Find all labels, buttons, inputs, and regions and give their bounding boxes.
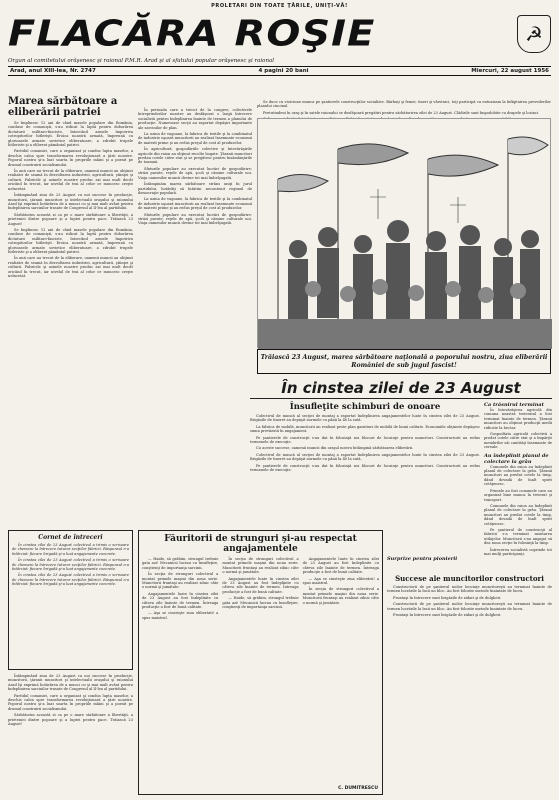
achievements-headline: Însufleţite schimburi de onoare bbox=[289, 402, 441, 412]
right-bottom-paragraph: Pe şantierul de construcţii al fabricii s-a terminat montarea utilajelor. Muncitorii s-au angajat să dea noua secţie în folosinţă la timp. bbox=[484, 527, 552, 546]
issue-pages-price: 4 pagini 20 bani bbox=[258, 68, 309, 74]
feature-paragraph: — Aşa se cinsteşte ziua eliberării! a spus maistrul. bbox=[302, 576, 379, 586]
lead-paragraph: În anii care au trecut de la eliberare, oamenii muncii au obţinut realizări de seamă în dezvoltarea industriei, agriculturii, ştiinţei şi culturii. Fabricile şi uzinele noastre produc azi mai mult decât oricând în trecut, iar nivelul de trai al celor ce muncesc creşte neîncetat. bbox=[8, 169, 133, 191]
grain-paragraph: Comunele din raion au îndeplinit planul de colectare la grâu. Ţăranii muncitori au predat cotele la timp, dând dovadă de înalt spirit cetăţenesc. bbox=[484, 503, 552, 526]
grain-paragraph: Comunele din raion au îndeplinit planul de colectare la grâu. Ţăranii muncitori au predat cotele la timp, dând dovadă de înalt spirit cetăţenesc. bbox=[484, 464, 552, 487]
feature-column bbox=[303, 557, 379, 622]
success-paragraph: Constructorii de pe şantierul noilor locuinţe muncitoreşti au terminat înainte de termen lucrările la încă un bloc. Au fost folosite metode înaintate de lucru. bbox=[387, 585, 552, 594]
grain-paragraph: Primele au fost comunele care au organizat bine munca la treierat şi transport. bbox=[484, 488, 552, 502]
lead-paragraph: Partidul comunist, care a organizat şi condus lupta maselor, a deschis calea spre transformarea revoluţionară a ţării noastre. Poporul nostru şi-a luat soarta în propriile mâini şi a pornit pe drumul construirii socialismului. bbox=[8, 693, 133, 711]
feature-column bbox=[222, 557, 298, 622]
issue-number: Arad, anul XIII-lea, Nr. 2747 bbox=[10, 68, 96, 74]
feature-paragraph: — Haide, să grăbim, strungul trebuie gata azi! Mecanicii lucrau cu însufleţire, conştienţi de importanţa sarcinii. bbox=[142, 557, 219, 570]
celebration-illustration bbox=[257, 118, 551, 348]
feature-paragraph: În secţia de strunguri colectivul a montat primele maşini din noua serie. Muncitorii fruntaşi au realizat zilnic câte o normă şi jumătate. bbox=[302, 587, 379, 605]
newspaper-title: FLACĂRA ROŞIE bbox=[8, 13, 376, 55]
feature-columns bbox=[142, 557, 379, 622]
lead-paragraph: Întâmpinând ziua de 23 August cu noi succese în producţie, muncitorii, ţăranii muncitori şi intelectualii oraşului şi raionului Arad îşi exprimă hotărârea de a munci cu şi mai mult avânt pentru îndeplinirea sarcinilor trasate de Congresul al II-lea al partidului. bbox=[8, 674, 133, 692]
section-banner: În cinstea zilei de 23 August bbox=[281, 379, 521, 397]
lead-continuation-body bbox=[8, 674, 133, 726]
middle-paragraph: Întâmpinăm marea sărbătoare strâns uniţi în jurul partidului, hotărâţi să întărim necontenit regimul de democraţie populară. bbox=[138, 182, 252, 195]
masthead-tagline: Organ al comitetului orăşenesc şi raional P.M.R. Arad şi al sfatului popular orăşenesc şi raional bbox=[8, 58, 275, 64]
lead-paragraph: Întâmpinând ziua de 23 August cu noi succese în producţie, muncitorii, ţăranii muncitori şi intelectualii oraşului şi raionului Arad îşi exprimă hotărârea de a munci cu şi mai mult avânt pentru îndeplinirea sarcinilor trasate de Congresul al II-lea al partidului. bbox=[8, 193, 133, 211]
achievements-paragraph: Colectivul de muncă al secţiei de montaj a raportat îndeplinirea angajamentelor luate în cinstea zilei de 23 August. Brigăzile de tineret au depăşit normele cu până la 40 la sută. bbox=[250, 414, 480, 423]
feature-paragraph: În secţia de strunguri colectivul a montat primele maşini din noua serie. Muncitorii fruntaşi au realizat zilnic câte o normă şi jumătate. bbox=[142, 572, 219, 590]
lead-paragraph: Se împlinesc 12 ani de când masele populare din România, conduse de comunişti, s-au ridicat la luptă pentru doborârea dictaturii militaro-fasciste, întorcând armele împotriva cotropitorilor hitlerişti. Eroica noastră armată, împreună cu glorioasele armate sovietice eliberatoare, a zdrobit trupele hitleriste şi a eliberat pământul patriei. bbox=[8, 227, 133, 254]
achievements-body bbox=[250, 414, 480, 472]
lead-body bbox=[8, 121, 133, 278]
feature-byline: C. DUMITRESCU bbox=[338, 786, 378, 791]
poem-text: În cinstea zilei de 23 August colectivul a trimis o scrisoare de chemare la întrecere tuturor secţiilor fabricii. Răspunsul n-a întârziat: fiecare brigadă şi-a luat angajamente concrete. bbox=[12, 573, 129, 587]
party-emblem-icon: ☭ bbox=[517, 15, 551, 53]
lead-article bbox=[8, 96, 133, 526]
right-top-paragraph: Se duce cu vioiciune munca pe şantierele construcţiilor socialiste. Bărbaţi şi femei, tineri şi vârstnici, toţi participă cu entuziasm la înfăptuirea prevederilor planului cincinal. bbox=[257, 100, 551, 109]
grain-body bbox=[484, 465, 552, 526]
feature-article bbox=[138, 530, 383, 795]
feature-paragraph: Angajamentele luate în cinstea zilei de 23 August au fost îndeplinite cu câteva zile înainte de termen. Întreaga producţie a fost de bună calitate. bbox=[142, 591, 219, 610]
lead-paragraph: În anii care au trecut de la eliberare, oamenii muncii au obţinut realizări de seamă în dezvoltarea industriei, agriculturii, ştiinţei şi culturii. Fabricile şi uzinele noastre produc azi mai mult decât oricând în trecut, iar nivelul de trai al celor ce muncesc creşte neîncetat. bbox=[8, 256, 133, 278]
right-bottom-body bbox=[484, 528, 552, 556]
lead-continuation bbox=[8, 674, 133, 796]
feature-headline: Făuritorii de strunguri şi-au respectat angajamentele bbox=[164, 534, 357, 554]
middle-paragraph: În agricultură, gospodăriile colective şi întovărăşirile agricole din raion au obţinut recolte bogate. Ţăranii muncitori predau cotele către stat şi se pregătesc pentru însămânţările de toamnă. bbox=[138, 147, 252, 165]
feature-paragraph: În secţia de strunguri colectivul a montat primele maşini din noua serie. Muncitorii fruntaşi au realizat zilnic câte o normă şi jumătate. bbox=[222, 557, 299, 575]
masthead bbox=[8, 11, 551, 57]
achievements-paragraph: Cu aceste succese, oamenii muncii din oraşul nostru întâmpină sărbătoarea eliberării. bbox=[256, 446, 414, 451]
issue-info-bar bbox=[8, 66, 551, 76]
achievements-paragraph: Colectivul de muncă al secţiei de montaj a raportat îndeplinirea angajamentelor luate în cinstea zilei de 23 August. Brigăzile de tineret au depăşit normele cu până la 40 la sută. bbox=[250, 452, 480, 462]
harvest-paragraph: Gospodăria agricolă colectivă a predat cotele către stat şi a împărţit membrilor săi cantităţi însemnate de cereale. bbox=[484, 432, 552, 450]
success-paragraph: Constructorii de pe şantierul noilor locuinţe muncitoreşti au terminat înainte de termen lucrările la încă un bloc. Au fost folosite metode înaintate de lucru. bbox=[387, 602, 552, 611]
success-body bbox=[387, 585, 552, 617]
right-bottom-paragraph: Întrecerea socialistă cuprinde tot mai mulţi participanţi. bbox=[484, 547, 552, 556]
middle-paragraph: În perioada care a trecut de la congres, colectivele întreprinderilor noastre au desfăşurat o largă întrecere socialistă pentru îndeplinirea înainte de termen a planului de producţie. Numeroase secţii au raportat depăşiri importante ale sarcinilor de plan. bbox=[138, 108, 252, 130]
success-headline: Succese ale muncitorilor constructori bbox=[395, 574, 544, 583]
success-article bbox=[387, 574, 552, 794]
achievements-paragraph: Pe şantierele de construcţii s-au dat în folosinţă noi blocuri de locuinţe pentru muncitori. Constructorii au redus termenele de execuţie. bbox=[250, 435, 480, 445]
grain-headline: Au îndeplinit planul de colectare la grâu bbox=[484, 452, 549, 465]
poem-box bbox=[8, 530, 133, 670]
success-paragraph: Fruntaşi în întrecere sunt brigăzile de zidari şi de dulgheri. bbox=[393, 595, 502, 600]
surprise-article bbox=[387, 556, 479, 568]
surprise-headline: Surprize pentru pionierii bbox=[387, 556, 458, 562]
crowd-with-flags-icon bbox=[258, 119, 552, 349]
lead-paragraph: Sărbătorim această zi ca pe o mare sărbătoare a libertăţii, a prieteniei dintre popoare şi a luptei pentru pace. Trăiască 23 August! bbox=[8, 212, 133, 226]
harvest-paragraph: În întovărăşirea agricolă din comuna noastră treieratul a fost terminat înainte de termen. Ţăranii muncitori au obţinut producţii medii ridicate la hectar. bbox=[484, 408, 552, 430]
harvest-body bbox=[484, 408, 552, 450]
poem-title: Cornet de întreceri bbox=[38, 534, 103, 541]
success-paragraph: Fruntaşi în întrecere sunt brigăzile de zidari şi de dulgheri. bbox=[393, 613, 502, 618]
feature-paragraph: Angajamentele luate în cinstea zilei de 23 August au fost îndeplinite cu câteva zile înainte de termen. Întreaga producţie a fost de bună calitate. bbox=[302, 557, 379, 575]
feature-paragraph: Angajamentele luate în cinstea zilei de 23 August au fost îndeplinite cu câteva zile înainte de termen. Întreaga producţie a fost de bună calitate. bbox=[222, 576, 299, 594]
lead-headline: Marea sărbătoare a eliberării patriei bbox=[8, 96, 118, 118]
lead-paragraph: Se împlinesc 12 ani de când masele populare din România, conduse de comunişti, s-au ridicat la luptă pentru doborârea dictaturii militaro-fasciste, întorcând armele împotriva cotropitorilor hitlerişti. Eroica noastră armată, împreună cu glorioasele armate sovietice eliberatoare, a zdrobit trupele hitleriste şi a eliberat pământul patriei. bbox=[8, 121, 133, 148]
right-top-paragraph: Pretutindeni în oraş şi în satele raionului se desfăşoară pregătiri pentru sărbătorirea zilei de 23 August. Clădirile sunt împodobite cu drapele şi lozinci. bbox=[263, 110, 540, 115]
banner-rule bbox=[250, 398, 552, 399]
issue-date: Miercuri, 22 august 1956 bbox=[471, 68, 549, 74]
middle-paragraph: La uzina de vagoane, la fabrica de textile şi la combinatul de industrie uşoară muncitorii au realizat însemnate economii de materii prime şi au redus preţul de cost al produselor. bbox=[138, 197, 252, 211]
feature-paragraph: — Aşa se cinsteşte ziua eliberării! a spus maistrul. bbox=[142, 611, 219, 620]
middle-column-article bbox=[138, 108, 252, 528]
harvest-headline: Ca trăsnirul terminat bbox=[484, 402, 544, 408]
illustration-caption: Trăiască 23 August, marea sărbătoare naţională a poporului nostru, ziua eliberării României de sub jugul fascist! bbox=[257, 349, 551, 374]
lead-paragraph: Partidul comunist, care a organizat şi condus lupta maselor, a deschis calea spre transformarea revoluţionară a ţării noastre. Poporul nostru şi-a luat soarta în propriile mâini şi a pornit pe drumul construirii socialismului. bbox=[8, 149, 133, 167]
poem-body bbox=[12, 543, 129, 587]
right-top-article bbox=[257, 100, 551, 116]
achievements-paragraph: Pe şantierele de construcţii s-au dat în folosinţă noi blocuri de locuinţe pentru muncitori. Constructorii au redus termenele de execuţie. bbox=[250, 463, 480, 473]
achievements-paragraph: La fabrica de mobilă, muncitorii au realizat peste plan garnituri de mobilă de bună calitate. Economiile obţinute depăşesc suma prevăzută în angajament. bbox=[250, 424, 480, 434]
poem-text: În cinstea zilei de 23 August colectivul a trimis o scrisoare de chemare la întrecere tuturor secţiilor fabricii. Răspunsul n-a întârziat: fiecare brigadă şi-a luat angajamente concrete. bbox=[12, 558, 129, 572]
middle-paragraph: La uzina de vagoane, la fabrica de textile şi la combinatul de industrie uşoară muncitorii au realizat însemnate economii de materii prime şi au redus preţul de cost al produselor. bbox=[138, 132, 252, 145]
middle-paragraph: Sfaturile populare au executat lucrări de gospodărire: străzi pavate, reţele de apă, şcoli şi cămine culturale noi. Viaţa oamenilor muncii devine tot mai îmbelşugată. bbox=[138, 212, 252, 226]
feature-paragraph: — Haide, să grăbim, strungul trebuie gata azi! Mecanicii lucrau cu însufleţire, conştienţi de importanţa sarcinii. bbox=[222, 596, 299, 610]
middle-paragraph: Sfaturile populare au executat lucrări de gospodărire: străzi pavate, reţele de apă, şcoli şi cămine culturale noi. Viaţa oamenilor muncii devine tot mai îmbelşugată. bbox=[138, 166, 252, 180]
lead-paragraph: Sărbătorim această zi ca pe o mare sărbătoare a libertăţii, a prieteniei dintre popoare şi a luptei pentru pace. Trăiască 23 August! bbox=[8, 713, 133, 727]
middle-column-body bbox=[138, 108, 252, 226]
poem-text: În cinstea zilei de 23 August colectivul a trimis o scrisoare de chemare la întrecere tuturor secţiilor fabricii. Răspunsul n-a întârziat: fiecare brigadă şi-a luat angajamente concrete. bbox=[12, 543, 129, 556]
feature-column bbox=[142, 557, 218, 622]
masthead-motto: PROLETARI DIN TOATE ŢĂRILE, UNIŢI-VĂ! bbox=[211, 3, 348, 9]
